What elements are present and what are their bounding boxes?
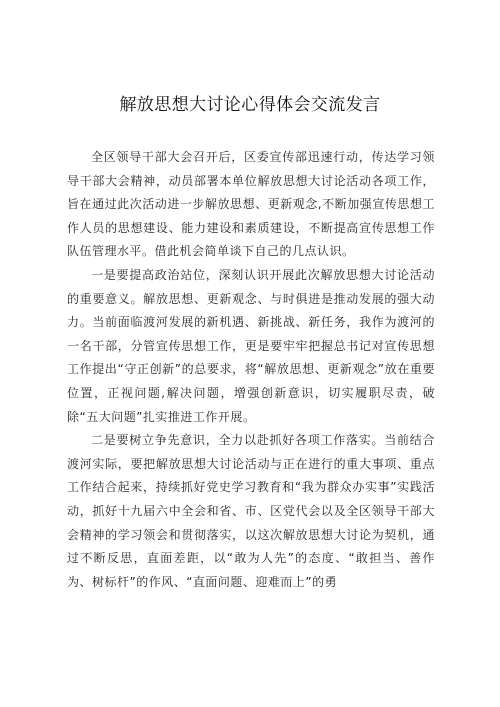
document-body <box>67 146 435 594</box>
paragraph-point-one: 一是要提高政治站位，深刻认识开展此次解放思想大讨论活动的重要意义。解放思想、更新观念、与时俱进是推动发展的强大动力。当前面临渡河发展的新机遇、新挑战、新任务，我作为渡河的一名干部，分管宣传思想工作，更是要牢牢把握总书记对宣传思想工作提出“守正创新”的总要求，将“解放思想、更新观念”放在重要位置，正视问题,解决问题，增强创新意识，切实履职尽责，破除“五大问题”扎实推进工作开展。 <box>67 267 435 424</box>
paragraph-point-two: 二是要树立争先意识，全力以赴抓好各项工作落实。当前结合渡河实际，要把解放思想大讨论活动与正在进行的重大事项、重点工作结合起来，持续抓好党史学习教育和“我为群众办实事”实践活动，抓好十九届六中全会和省、市、区党代会以及全区领导干部大会精神的学习领会和贯彻落实，以这次解放思想大讨论为契机，通过不断反思，直面差距，以“敢为人先”的态度、“敢担当、善作为、树标杆”的作风、“直面问题、迎难而上”的勇 <box>67 433 435 589</box>
document-title: 解放思想大讨论心得体会交流发言 <box>119 95 381 115</box>
paragraph-intro: 全区领导干部大会召开后，区委宣传部迅速行动，传达学习领导干部大会精神，动员部署本单位解放思想大讨论活动各项工作，旨在通过此次活动进一步解放思想、更新观念,不断加强宣传思想工作人员的思想建设、能力建设和素质建设，不断提高宣传思想工作队伍管理水平。借此机会简单谈下自己的几点认识。 <box>67 150 435 259</box>
